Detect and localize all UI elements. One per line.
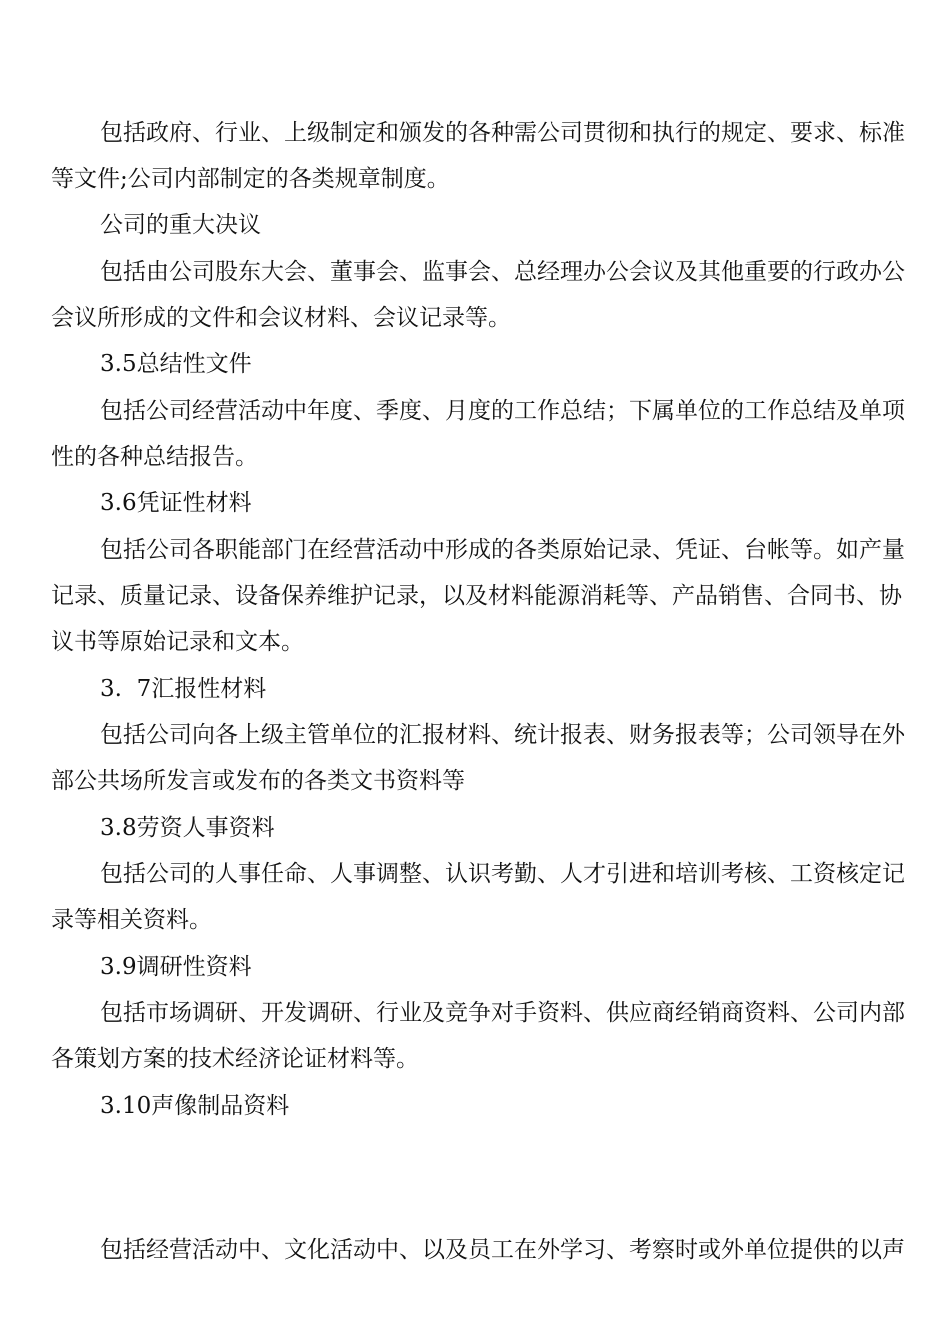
paragraph-line: 包括政府、行业、上级制定和颁发的各种需公司贯彻和执行的规定、要求、标准 (100, 120, 905, 146)
paragraph-line: 包括公司各职能部门在经营活动中形成的各类原始记录、凭证、台帐等。如产量 (100, 537, 905, 563)
section-heading: 3.6凭证性材料 (100, 490, 252, 516)
paragraph-line: 各策划方案的技术经济论证材料等。 (51, 1046, 419, 1072)
paragraph-line: 包括公司的人事任命、人事调整、认识考勤、人才引进和培训考核、工资核定记 (100, 861, 905, 887)
paragraph-line: 性的各种总结报告。 (51, 444, 258, 470)
section-heading: 3.5总结性文件 (100, 351, 252, 377)
paragraph-line: 包括公司向各上级主管单位的汇报材料、统计报表、财务报表等；公司领导在外 (100, 722, 905, 748)
section-heading: 公司的重大决议 (100, 212, 261, 238)
paragraph-line: 包括公司经营活动中年度、季度、月度的工作总结；下属单位的工作总结及单项 (100, 398, 905, 424)
section-heading: 3.8劳资人事资料 (100, 815, 275, 841)
paragraph-line: 包括由公司股东大会、董事会、监事会、总经理办公会议及其他重要的行政办公 (100, 259, 905, 285)
paragraph-line: 包括市场调研、开发调研、行业及竞争对手资料、供应商经销商资料、公司内部 (100, 1000, 905, 1026)
paragraph-line: 会议所形成的文件和会议材料、会议记录等。 (51, 305, 511, 331)
paragraph-line: 包括经营活动中、文化活动中、以及员工在外学习、考察时或外单位提供的以声 (100, 1237, 905, 1263)
section-heading: 3.9调研性资料 (100, 954, 252, 980)
paragraph-line: 录等相关资料。 (51, 907, 212, 933)
section-heading: 3. 7汇报性材料 (100, 676, 267, 702)
section-heading: 3.10声像制品资料 (100, 1093, 290, 1119)
paragraph-line: 议书等原始记录和文本。 (51, 629, 304, 655)
paragraph-line: 等文件;公司内部制定的各类规章制度。 (51, 166, 450, 192)
paragraph-line: 部公共场所发言或发布的各类文书资料等 (51, 768, 465, 794)
paragraph-line: 记录、质量记录、设备保养维护记录，以及材料能源消耗等、产品销售、合同书、协 (51, 583, 902, 609)
